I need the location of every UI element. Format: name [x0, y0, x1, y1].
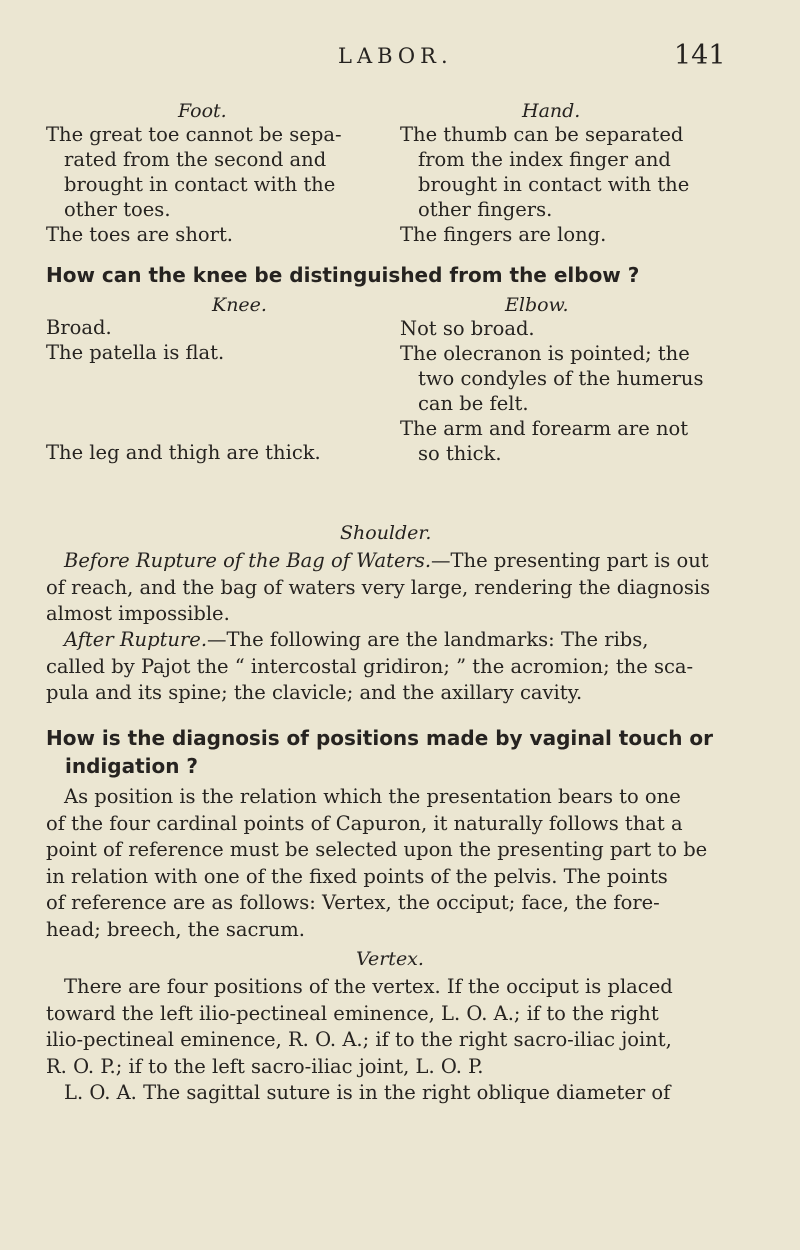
- elbow-line: The olecranon is pointed; the: [400, 342, 690, 365]
- before-rupture-paragraph: [46, 548, 768, 628]
- paragraph-line: almost impossible.: [46, 602, 230, 625]
- question-knee-elbow: How can the knee be distinguished from the elbow ?: [46, 263, 640, 287]
- knee-heading: Knee.: [212, 294, 267, 316]
- paragraph-line: toward the left ilio-pectineal eminence, L. O. A.; if to the right: [46, 1001, 659, 1025]
- knee-item: The patella is flat.: [46, 341, 225, 364]
- vertex-paragraph: [46, 974, 768, 1107]
- foot-line: rated from the second and: [64, 148, 327, 171]
- position-paragraph: [46, 784, 768, 943]
- hand-line: from the index finger and: [418, 148, 671, 171]
- foot-line: The great toe cannot be sepa-: [46, 123, 342, 146]
- question-positions-line2: indigation ?: [65, 754, 199, 778]
- paragraph-line: of reach, and the bag of waters very large, rendering the diagnosis: [46, 575, 711, 599]
- paragraph-line: in relation with one of the fixed points of the pelvis. The points: [46, 864, 668, 888]
- after-rupture-text: —The following are the landmarks: The ribs,: [207, 628, 649, 651]
- before-rupture-label: Before Rupture of the Bag of Waters.: [64, 549, 432, 572]
- paragraph-line: ilio-pectineal eminence, R. O. A.; if to the right sacro-iliac joint,: [46, 1028, 672, 1051]
- foot-heading: Foot.: [178, 100, 227, 122]
- question-positions-line1: How is the diagnosis of positions made by vaginal touch or: [46, 726, 713, 750]
- knee-item: The leg and thigh are thick.: [46, 441, 321, 464]
- shoulder-heading: Shoulder.: [340, 522, 432, 544]
- elbow-line: Not so broad.: [400, 317, 535, 340]
- paragraph-line: R. O. P.; if to the left sacro-iliac joint, L. O. P.: [46, 1054, 484, 1078]
- paragraph-line: point of reference must be selected upon the presenting part to be: [46, 838, 708, 861]
- foot-column: [46, 122, 342, 247]
- elbow-line: so thick.: [418, 442, 502, 465]
- before-rupture-text: —The presenting part is out: [431, 549, 709, 572]
- hand-heading: Hand.: [522, 100, 581, 122]
- elbow-line: two condyles of the humerus: [418, 367, 704, 390]
- foot-line: other toes.: [64, 198, 171, 221]
- elbow-line: can be felt.: [418, 392, 529, 415]
- foot-line: The toes are short.: [46, 223, 233, 246]
- foot-line: brought in contact with the: [64, 173, 336, 196]
- paragraph-line: L. O. A. The sagittal suture is in the right oblique diameter of: [64, 1081, 671, 1104]
- vertex-heading: Vertex.: [356, 948, 424, 970]
- paragraph-line: There are four positions of the vertex. If the occiput is placed: [64, 975, 673, 998]
- paragraph-line: of reference are as follows: Vertex, the occiput; face, the fore-: [46, 891, 660, 914]
- paragraph-line: head; breech, the sacrum.: [46, 917, 305, 941]
- knee-item: Broad.: [46, 316, 112, 339]
- hand-line: The fingers are long.: [400, 223, 607, 246]
- after-rupture-paragraph: [46, 627, 768, 707]
- page-number: 141: [674, 40, 726, 71]
- paragraph-line: pula and its spine; the clavicle; and the axillary cavity.: [46, 681, 583, 704]
- after-rupture-label: After Rupture.: [64, 628, 208, 651]
- paragraph-line: called by Pajot the “ intercostal gridiron; ” the acromion; the sca-: [46, 654, 694, 678]
- hand-column: [400, 122, 689, 247]
- hand-line: other fingers.: [418, 198, 553, 221]
- hand-line: brought in contact with the: [418, 173, 690, 196]
- elbow-heading: Elbow.: [505, 294, 569, 316]
- paragraph-line: As position is the relation which the presentation bears to one: [64, 785, 681, 808]
- elbow-line: The arm and forearm are not: [400, 417, 689, 440]
- elbow-column: [400, 316, 704, 466]
- running-header-title: LABOR.: [338, 44, 453, 68]
- hand-line: The thumb can be separated: [400, 123, 684, 146]
- paragraph-line: of the four cardinal points of Capuron, it naturally follows that a: [46, 811, 683, 835]
